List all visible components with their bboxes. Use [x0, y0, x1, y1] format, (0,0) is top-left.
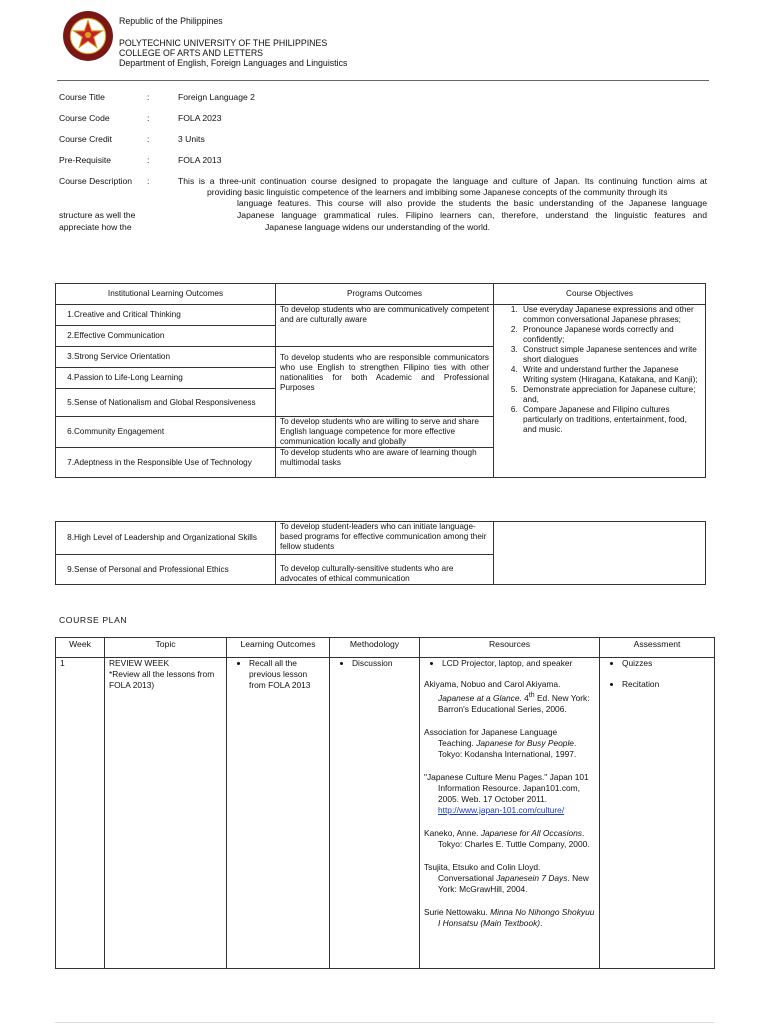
program-outcome: To develop culturally-sensitive students who are advocates of ethical communication [276, 555, 494, 585]
week-header: Week [56, 638, 105, 658]
resources-header: Resources [420, 638, 600, 658]
objective-item: 2. Pronounce Japanese words correctly and confidently; [520, 325, 701, 345]
course-description-label: Course Description [59, 176, 133, 186]
description-line: language features. This course will also provide the students the basic understanding of the Japanese language [237, 198, 707, 208]
university-seal-logo [62, 10, 114, 62]
description-line: providing basic linguistic competence of the learners and imbibing some Japanese concepts of the community through its [207, 187, 668, 197]
reference-entry: Surie Nettowaku. Minna No Nihongo Shokyuu I Honsatsu (Main Textbook). [424, 906, 595, 928]
ilo-header: Institutional Learning Outcomes [56, 284, 276, 305]
learning-outcomes-header: Learning Outcomes [227, 638, 330, 658]
colon: : [147, 92, 150, 102]
objectives-header: Course Objectives [494, 284, 706, 305]
resource-item: • LCD Projector, laptop, and speaker [442, 658, 595, 669]
prerequisite-label: Pre-Requisite [59, 155, 112, 165]
program-outcome: To develop student-leaders who can initiate language-based programs for effective communication among their fellow students [276, 522, 494, 555]
course-title-label: Course Title [59, 92, 105, 102]
page-bottom-divider [55, 1022, 714, 1023]
description-line-left: structure as well the [59, 210, 136, 220]
course-code-label: Course Code [59, 113, 110, 123]
reference-entry: "Japanese Culture Menu Pages." Japan 101 Information Resource. Japan101.com, 2005. Web. 17 October 2011. http://www.japan-101.com/culture/ [424, 771, 589, 815]
reference-entry: Akiyama, Nobuo and Carol Akiyama. Japanese at a Glance. 4th Ed. New York: Barron's Educational Series, 2006. [424, 679, 590, 714]
reference-link[interactable]: http://www.japan-101.com/culture/ [438, 804, 565, 815]
course-title-value: Foreign Language 2 [178, 92, 255, 102]
objective-item: 4. Write and understand further the Japanese Writing system (Hiragana, Katakana, and Kanji); [520, 365, 701, 385]
methodology-item: • Discussion [352, 658, 415, 669]
program-outcome: To develop students who are communicatively competent and are culturally aware [276, 305, 494, 347]
course-credit-label: Course Credit [59, 134, 113, 144]
table-row [56, 658, 715, 969]
outcomes-table [55, 283, 706, 478]
program-outcome: To develop students who are responsible communicators who use English to strengthen Filipino ties with other nationalities for both Academic and Professional Purposes [276, 347, 494, 417]
topic-cell [105, 658, 227, 969]
colon: : [147, 113, 150, 123]
ilo-item: 9. Sense of Personal and Professional Ethics [56, 555, 276, 585]
table-row [56, 522, 706, 555]
assessment-item: • Recitation [622, 679, 710, 690]
course-credit-value: 3 Units [178, 134, 205, 144]
empty-objectives-cell [494, 522, 706, 585]
ilo-item: 1. Creative and Critical Thinking [56, 305, 276, 326]
header-divider [57, 80, 709, 81]
topic-header: Topic [105, 638, 227, 658]
methodology-cell [330, 658, 420, 969]
description-line: Japanese language widens our understanding of the world. [265, 222, 491, 232]
description-line: This is a three-unit continuation course designed to propagate the language and culture of Japan. Its continuing function aims at [178, 176, 707, 186]
program-outcome: To develop students who are aware of learning though multimodal tasks [276, 448, 494, 478]
ilo-item: 5. Sense of Nationalism and Global Responsiveness [56, 389, 276, 417]
assessment-header: Assessment [600, 638, 715, 658]
reference-entry: Kaneko, Anne. Japanese for All Occasions. Tokyo: Charles E. Tuttle Company, 2000. [424, 827, 590, 849]
assessment-item: • Quizzes [622, 658, 710, 669]
table-header-row [56, 638, 715, 658]
objective-item: 3. Construct simple Japanese sentences and write short dialogues [520, 345, 701, 365]
objective-item: 6. Compare Japanese and Filipino cultures particularly on traditions, entertainment, food, and music. [520, 405, 701, 435]
program-outcome: To develop students who are willing to serve and share English language competence for more effective communication locally and globally [276, 417, 494, 448]
reference-entry: Association for Japanese Language Teaching. Japanese for Busy People. Tokyo: Kodansha International, 1997. [424, 726, 577, 759]
ilo-item: 8. High Level of Leadership and Organizational Skills [56, 522, 276, 555]
objective-item: 5. Demonstrate appreciation for Japanese culture; and, [520, 385, 701, 405]
reference-entry: Tsujita, Etsuko and Colin Lloyd. Conversational Japanesein 7 Days. New York: McGrawHill, 2004. [424, 861, 589, 894]
university-name: POLYTECHNIC UNIVERSITY OF THE PHILIPPINES [119, 38, 328, 48]
learning-outcome-item: • Recall all the previous lesson from FOLA 2013 [249, 658, 325, 691]
table-header-row [56, 284, 706, 305]
ilo-item: 4. Passion to Life-Long Learning [56, 368, 276, 389]
outcomes-table-continued [55, 521, 706, 585]
topic-title: REVIEW WEEK [109, 658, 170, 668]
description-line: Japanese language grammatical rules. Filipino learners can, therefore, understand the linguistic features and [237, 210, 707, 220]
department-name: Department of English, Foreign Languages and Linguistics [119, 58, 348, 68]
course-code-value: FOLA 2023 [178, 113, 222, 123]
table-row [56, 305, 706, 326]
course-objectives [494, 305, 706, 478]
prerequisite-value: FOLA 2013 [178, 155, 222, 165]
ilo-item: 3. Strong Service Orientation [56, 347, 276, 368]
programs-header: Programs Outcomes [276, 284, 494, 305]
course-plan-table [55, 637, 715, 969]
republic-text: Republic of the Philippines [119, 16, 223, 26]
topic-note: *Review all the lessons from FOLA 2013) [109, 669, 215, 690]
resources-cell [420, 658, 600, 969]
description-line-left: appreciate how the [59, 222, 132, 232]
objective-item: 1. Use everyday Japanese expressions and other common conversational Japanese phrases; [520, 305, 701, 325]
colon: : [147, 176, 150, 186]
colon: : [147, 155, 150, 165]
week-cell: 1 [56, 658, 105, 969]
ilo-item: 2. Effective Communication [56, 326, 276, 347]
learning-outcome-cell [227, 658, 330, 969]
assessment-cell [600, 658, 715, 969]
course-plan-title: COURSE PLAN [59, 615, 128, 625]
ilo-item: 7. Adeptness in the Responsible Use of Technology [56, 448, 276, 478]
methodology-header: Methodology [330, 638, 420, 658]
ilo-item: 6. Community Engagement [56, 417, 276, 448]
college-name: COLLEGE OF ARTS AND LETTERS [119, 48, 264, 58]
colon: : [147, 134, 150, 144]
